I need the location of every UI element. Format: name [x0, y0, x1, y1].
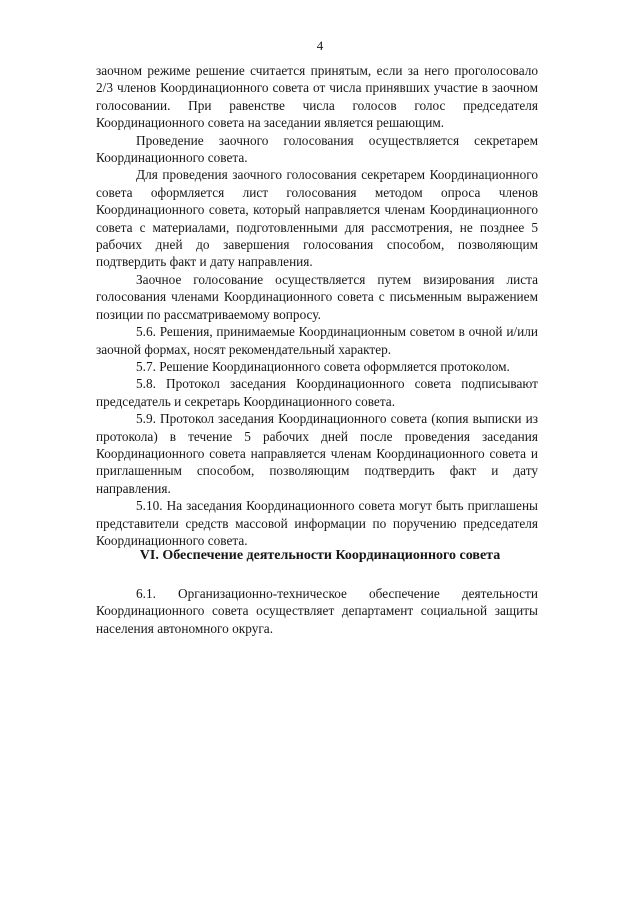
section-text	[96, 585, 538, 637]
paragraph-absentee-voting-endorsement: Заочное голосование осуществляется путем визирования листа голосования членами Координационного совета с письменным выражением позиции по рассматриваемому вопросу.	[96, 271, 538, 322]
body-text	[96, 62, 538, 549]
page-number: 4	[316, 38, 324, 53]
paragraph-voting-sheet: Для проведения заочного голосования секретарем Координационного совета оформляется лист голосования методом опроса членов Координационного совета, который направляется членам Координационного совета с материалами, подготовленными для рассмотрения, не позднее 5 рабочих дней до завершения голосования способом, позволяющим подтвердить факт и дату направления.	[96, 167, 538, 270]
section-heading: VI. Обеспечение деятельности Координационного совета	[139, 548, 501, 563]
paragraph-5-8: 5.8. Протокол заседания Координационного совета подписывают председатель и секретарь Координационного совета.	[96, 376, 538, 409]
paragraph-continuation: заочном режиме решение считается принятым, если за него проголосовало 2/3 членов Координационного совета от числа принявших участие в заочном голосовании. При равенстве числа голосов голос председателя Координационного совета на заседании является решающим.	[96, 63, 538, 131]
paragraph-5-6: 5.6. Решения, принимаемые Координационным советом в очной и/или заочной формах, носят рекомендательный характер.	[96, 324, 538, 357]
paragraph-5-9: 5.9. Протокол заседания Координационного совета (копия выписки из протокола) в течение 5 рабочих дней после проведения заседания Координационного совета направляется членам Координационного совета и приглашенным способом, позволяющим подтвердить факт и дату направления.	[96, 411, 538, 496]
paragraph-5-10: 5.10. На заседания Координационного совета могут быть приглашены представители средств массовой информации по поручению председателя Координационного совета.	[96, 498, 538, 548]
paragraph-6-1: 6.1. Организационно-техническое обеспечение деятельности Координационного совета осуществляет департамент социальной защиты населения автономного округа.	[96, 586, 538, 636]
paragraph-5-7: 5.7. Решение Координационного совета оформляется протоколом.	[136, 358, 510, 374]
paragraph-absentee-voting-secretary: Проведение заочного голосования осуществляется секретарем Координационного совета.	[96, 132, 538, 166]
